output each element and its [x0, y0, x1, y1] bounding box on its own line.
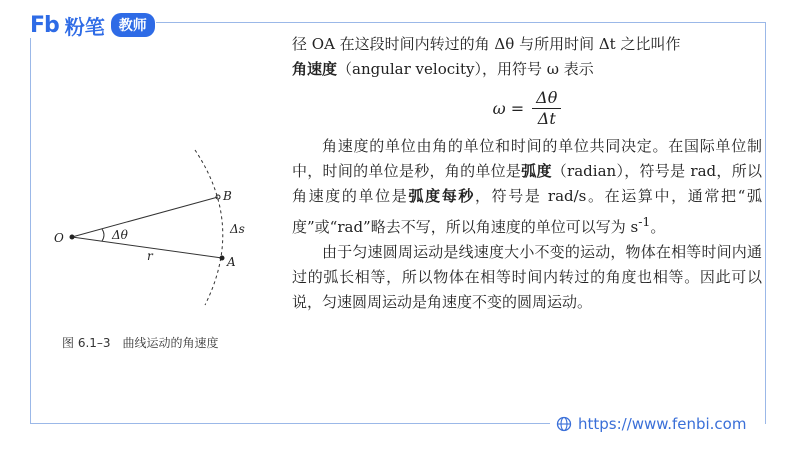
footer-url-text[interactable]: https://www.fenbi.com [578, 415, 747, 433]
point-o [70, 235, 75, 240]
paragraph-uniform-motion: 由于匀速圆周运动是线速度大小不变的运动，物体在相等时间内通过的弧长相等，所以物体在相等时间内转过的角度也相等。因此可以说，匀速圆周运动是角速度不变的圆周运动。 [292, 243, 762, 311]
paragraph-definition [292, 32, 762, 82]
term-radian: 弧度 [521, 162, 552, 180]
p2-d: 。 [650, 218, 666, 236]
angular-velocity-diagram [40, 140, 290, 310]
formula-fraction [532, 88, 561, 129]
logo-badge: 教师 [111, 13, 155, 37]
label-b: B [223, 189, 232, 203]
p2-sup: -1 [638, 214, 651, 229]
term-angular-velocity: 角速度 [292, 60, 338, 78]
footer-url[interactable] [556, 414, 746, 434]
p2-b: （radian），符号是 rad，所以角速度的单位是 [292, 162, 762, 205]
logo-text: 粉笔 [64, 14, 105, 39]
label-a: A [227, 255, 236, 269]
formula-lhs: ω = [492, 98, 525, 118]
figure-caption: 图 6.1–3 曲线运动的角速度 [62, 336, 219, 350]
formula-denominator: Δt [537, 108, 556, 128]
fenbi-logo [30, 12, 155, 38]
point-a [220, 256, 225, 261]
label-o: O [54, 231, 64, 245]
p1-prefix: 径 OA 在这段时间内转过的角 Δθ 与所用时间 Δt 之比叫作 [292, 35, 681, 53]
label-angle: Δθ [112, 228, 128, 242]
label-radius: r [147, 249, 153, 263]
formula-numerator: Δθ [532, 88, 561, 109]
logo-mark: Fb [30, 12, 59, 38]
text-column [292, 32, 762, 315]
radius-ob [72, 197, 218, 237]
p2-c: ，符号是 rad/s。在运算中，通常把“弧度”或“rad”略去不写，所以角速度的单位可以写为 s [292, 187, 762, 236]
term-radian-per-second: 弧度每秒 [408, 187, 475, 205]
paragraph-units [292, 134, 762, 240]
p2-a: 角速度的单位由角的单位和时间的单位共同决定。在国际单位制中，时间的单位是秒，角的单位是 [292, 137, 762, 180]
frame-top-line [156, 22, 766, 23]
frame-bottom-line [30, 423, 550, 424]
diagram-svg [40, 140, 290, 310]
formula [292, 86, 762, 130]
dashed-arc [195, 150, 223, 305]
label-arc: Δs [230, 222, 245, 236]
frame-right-line [765, 22, 766, 424]
angle-arc [102, 229, 104, 241]
globe-icon [556, 416, 572, 432]
frame-left-line [30, 38, 31, 424]
p1-suffix: （angular velocity），用符号 ω 表示 [337, 60, 594, 78]
